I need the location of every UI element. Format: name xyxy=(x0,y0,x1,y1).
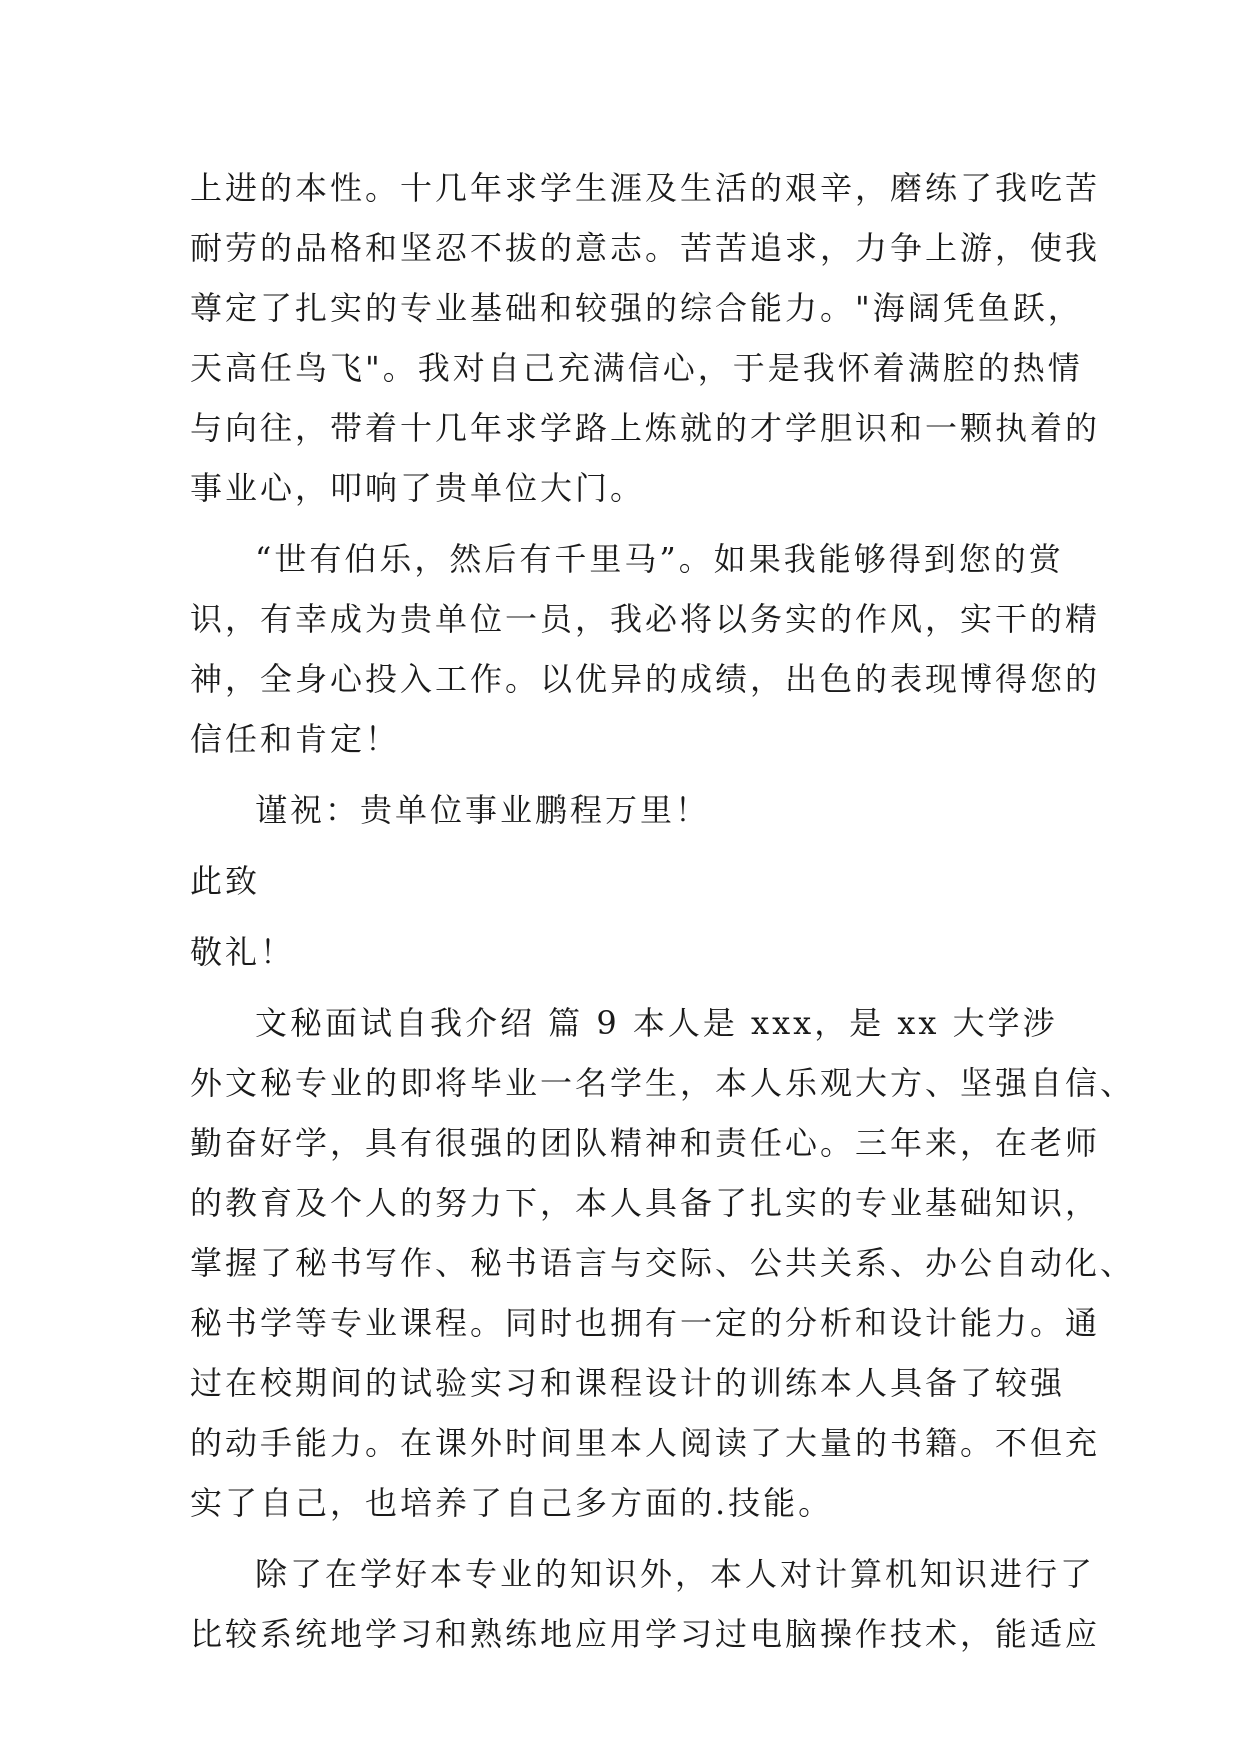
text-line: 尊定了扎实的专业基础和较强的综合能力。"海阔凭鱼跃， xyxy=(190,289,1083,327)
text-line: 实了自己，也培养了自己多方面的.技能。 xyxy=(190,1484,834,1522)
body-text xyxy=(190,158,1136,1664)
text-line: 耐劳的品格和坚忍不拔的意志。苦苦追求，力争上游，使我 xyxy=(190,229,1101,267)
text-line: 比较系统地学习和熟练地应用学习过电脑操作技术，能适应 xyxy=(190,1615,1101,1653)
paragraph-start-line: 除了在学好本专业的知识外，本人对计算机知识进行了 xyxy=(255,1555,1096,1593)
paragraph-start-line: “世有伯乐，然后有千里马”。如果我能够得到您的赏 xyxy=(255,540,1064,578)
text-line: 的动手能力。在课外时间里本人阅读了大量的书籍。不但充 xyxy=(190,1424,1101,1462)
closing-wish: 谨祝：贵单位事业鹏程万里！ xyxy=(255,791,711,829)
section-heading-line: 文秘面试自我介绍 篇 9 本人是 xxx，是 xx 大学涉 xyxy=(255,1004,1058,1042)
text-line: 掌握了秘书写作、秘书语言与交际、公共关系、办公自动化、 xyxy=(190,1244,1136,1282)
text-line: 与向往，带着十几年求学路上炼就的才学胆识和一颗执着的 xyxy=(190,409,1101,447)
text-line: 勤奋好学，具有很强的团队精神和责任心。三年来，在老师 xyxy=(190,1124,1101,1162)
salutation-line: 此致 xyxy=(190,862,261,900)
text-line: 信任和肯定！ xyxy=(190,720,401,758)
text-line: 事业心，叩响了贵单位大门。 xyxy=(190,469,646,507)
text-line: 过在校期间的试验实习和课程设计的训练本人具备了较强 xyxy=(190,1364,1066,1402)
text-line: 天高任鸟飞"。我对自己充满信心，于是我怀着满腔的热情 xyxy=(190,349,1083,387)
salutation-line: 敬礼！ xyxy=(190,933,296,971)
text-line: 神，全身心投入工作。以优异的成绩，出色的表现博得您的 xyxy=(190,660,1101,698)
text-line: 秘书学等专业课程。同时也拥有一定的分析和设计能力。通 xyxy=(190,1304,1101,1342)
text-line: 的教育及个人的努力下，本人具备了扎实的专业基础知识， xyxy=(190,1184,1101,1222)
text-line: 识，有幸成为贵单位一员，我必将以务实的作风，实干的精 xyxy=(190,600,1101,638)
text-line: 上进的本性。十几年求学生涯及生活的艰辛，磨练了我吃苦 xyxy=(190,169,1101,207)
text-line: 外文秘专业的即将毕业一名学生，本人乐观大方、坚强自信、 xyxy=(190,1064,1136,1102)
